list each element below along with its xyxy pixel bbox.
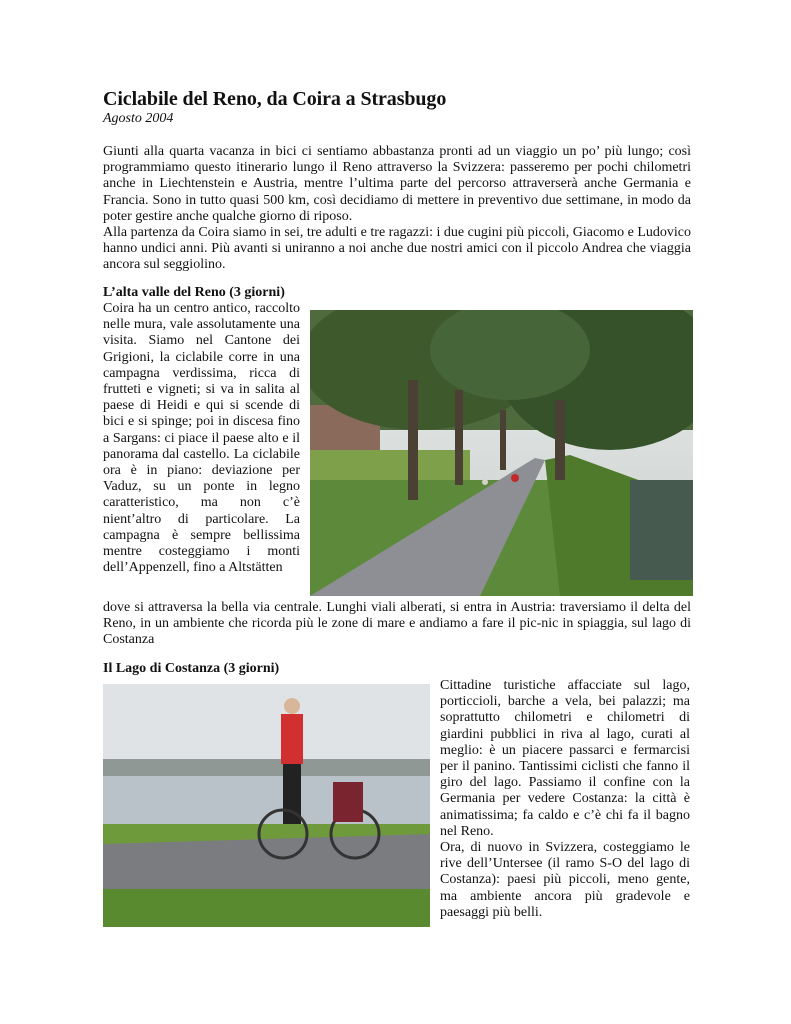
tree-lined-cycle-path-photo: [310, 310, 693, 596]
section1-heading: L’alta valle del Reno (3 giorni): [103, 285, 285, 300]
document-header: [103, 88, 691, 274]
lakeside-cyclist-photo: [103, 684, 430, 927]
section2-paragraph-1: Cittadine turistiche affacciate sul lago, porticcioli, barche a vela, bei palazzi; ma soprattutto chilometri e chilometri di giardini pubblici in riva al lago, curati al meglio: è un piacere passarci e fermarcisi per il panino. Tantissimi ciclisti che fanno il giro del lago. Passiamo il confine con la Germania per vedere Costanza: la città è animatissima; fa caldo e c’è chi fa il bagno nel Reno.: [440, 678, 690, 839]
section2-text: [440, 678, 690, 921]
section2-paragraph-2: Ora, di nuovo in Svizzera, costeggiamo le rive dell’Untersee (il ramo S-O del lago di Costanza): paesi più piccoli, meno gente, ma ambiente ancora più gradevole e paesaggi più belli.: [440, 840, 690, 920]
intro-paragraph-1: Giunti alla quarta vacanza in bici ci sentiamo abbastanza pronti ad un viaggio un po’ più lungo; così programmiamo questo itinerario lungo il Reno attraverso la Svizzera: passeremo per pochi chilometri anche in Liechtenstein e Austria, mentre l’ultima parte del percorso attraverserà anche Germania e Francia. Sono in tutto quasi 500 km, così decidiamo di mettere in preventivo due settimane, in modo da poter gestire anche qualche giorno di riposo.: [103, 144, 691, 224]
section1-side-text: Coira ha un centro antico, raccolto nelle mura, vale assolutamente una visita. Siamo nel Cantone dei Grigioni, la ciclabile corre in una campagna verdissima, ricca di frutteti e vigneti; si va in salita al paese di Heidi e qui si scende di bici e si spinge; poi in discesa fino a Sargans: ci piace il paese alto e il panorama dal castello. La ciclabile ora è in piano: deviazione per Vaduz, su un ponte in legno caratteristico, ma non c’è nient’altro di particolare. La campagna è sempre bellissima mentre costeggiamo i monti dell’Appenzell, fino a Altstätten: [103, 301, 300, 576]
intro-paragraph-2: Alla partenza da Coira siamo in sei, tre adulti e tre ragazzi: i due cugini più piccoli, Giacomo e Ludovico hanno undici anni. Più avanti si uniranno a noi anche due nostri amici con il piccolo Andrea che viaggia ancora sul seggiolino.: [103, 225, 691, 273]
section1-continued-text: dove si attraversa la bella via centrale. Lunghi viali alberati, si entra in Austria: traversiamo il delta del Reno, in un ambiente che ricorda più le zone di mare e andiamo a fare il pic-nic in spiaggia, sul lago di Costanza: [103, 600, 691, 648]
page-title: Ciclabile del Reno, da Coira a Strasbugo: [103, 88, 447, 110]
date-subtitle: Agosto 2004: [103, 111, 174, 126]
section2-heading: Il Lago di Costanza (3 giorni): [103, 661, 280, 676]
